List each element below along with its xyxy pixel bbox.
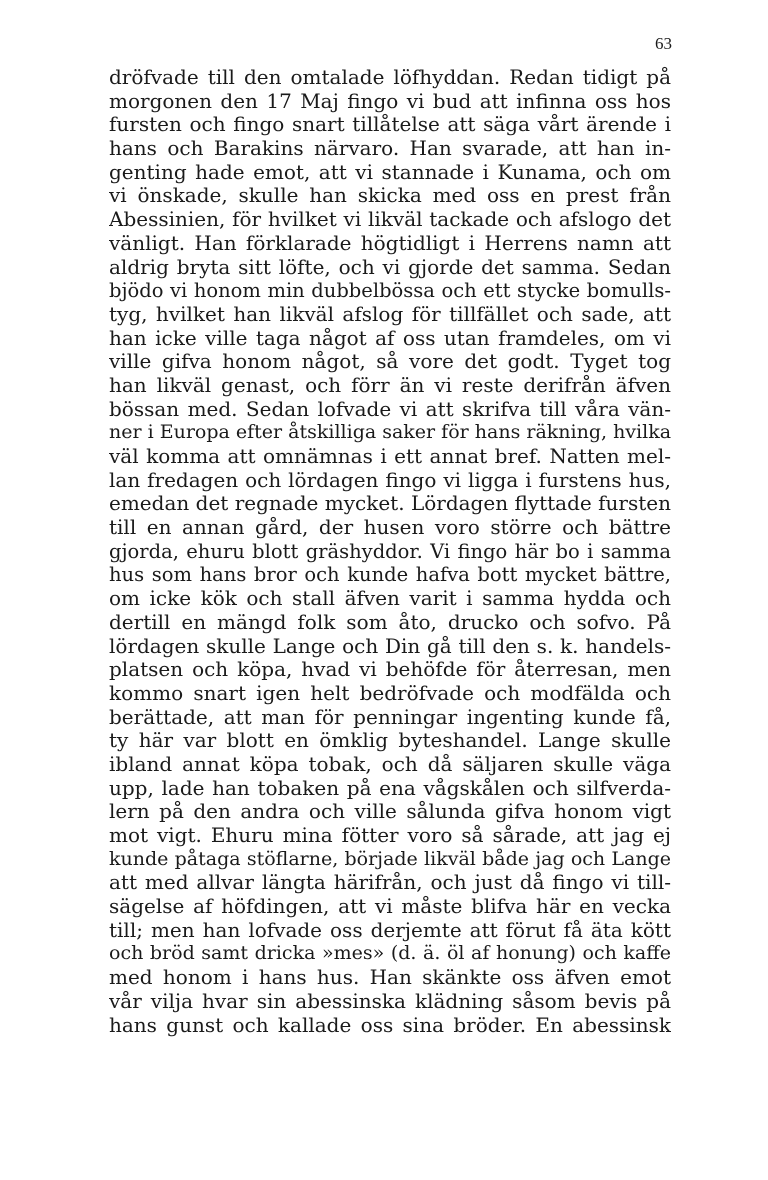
text-line: tyg, hvilket han likväl afslog för tillfället och sade, att <box>109 302 671 326</box>
text-line: hans och Barakins närvaro. Han svarade, att han in- <box>109 137 671 161</box>
text-line: vår vilja hvar sin abessinska klädning såsom bevis på <box>109 989 671 1013</box>
page-number: 63 <box>655 34 672 53</box>
text-line: lan fredagen och lördagen fingo vi ligga i furstens hus, <box>109 468 671 492</box>
text-line: kommo snart igen helt bedröfvade och modfälda och <box>109 681 671 705</box>
text-line: bjödo vi honom min dubbelbössa och ett stycke bomulls- <box>109 279 671 303</box>
text-line: morgonen den 17 Maj fingo vi bud att infinna oss hos <box>109 89 671 113</box>
text-line: hus som hans bror och kunde hafva bott mycket bättre, <box>109 563 671 587</box>
text-line: väl komma att omnämnas i ett annat bref. Natten mel- <box>109 445 671 468</box>
text-line: Abessinien, för hvilket vi likväl tackade och afslogo det <box>109 208 671 232</box>
text-line: vi önskade, skulle han skicka med oss en prest från <box>109 184 671 208</box>
text-line: och bröd samt dricka »mes» (d. ä. öl af honung) och kaffe <box>109 942 671 965</box>
text-line: om icke kök och stall äfven varit i samma hydda och <box>109 587 671 611</box>
text-line: till; men han lofvade oss derjemte att förut få äta kött <box>109 918 671 942</box>
text-line: lördagen skulle Lange och Din gå till den s. k. handels- <box>109 634 671 658</box>
text-line: vänligt. Han förklarade högtidligt i Herrens namn att <box>109 231 671 255</box>
text-line: ner i Europa efter åtskilliga saker för hans räkning, hvilka <box>109 421 671 444</box>
text-line: genting hade emot, att vi stannade i Kunama, och om <box>109 160 671 184</box>
text-line: aldrig bryta sitt löfte, och vi gjorde det samma. Sedan <box>109 255 671 279</box>
text-line: upp, lade han tobaken på ena vågskålen och silfverda- <box>109 776 671 800</box>
text-line: bössan med. Sedan lofvade vi att skrifva till våra vän- <box>109 397 671 421</box>
text-line: ty här var blott en ömklig byteshandel. Lange skulle <box>109 729 671 753</box>
text-line: berättade, att man för penningar ingenting kunde få, <box>109 705 671 729</box>
text-line: dröfvade till den omtalade löfhyddan. Redan tidigt på <box>109 66 671 89</box>
text-line: med honom i hans hus. Han skänkte oss äfven emot <box>109 966 671 990</box>
text-line: han likväl genast, och förr än vi reste derifrån äfven <box>109 373 671 397</box>
body-text <box>109 66 671 1037</box>
text-line: kunde påtaga stöflarne, började likväl både jag och Lange <box>109 847 671 870</box>
text-line: lern på den andra och ville sålunda gifva honom vigt <box>109 800 671 824</box>
text-line: mot vigt. Ehuru mina fötter voro så sårade, att jag ej <box>109 824 671 847</box>
text-line: emedan det regnade mycket. Lördagen flyttade fursten <box>109 492 671 516</box>
text-line: han icke ville taga något af oss utan framdeles, om vi <box>109 326 671 350</box>
text-line: fursten och fingo snart tillåtelse att säga vårt ärende i <box>109 113 671 137</box>
text-line: till en annan gård, der husen voro större och bättre <box>109 516 671 540</box>
text-line: platsen och köpa, hvad vi behöfde för återresan, men <box>109 658 671 682</box>
text-line: ibland annat köpa tobak, och då säljaren skulle väga <box>109 752 671 776</box>
text-line: dertill en mängd folk som åto, drucko och sofvo. På <box>109 610 671 634</box>
text-line: gjorda, ehuru blott gräshyddor. Vi fingo här bo i samma <box>109 539 671 563</box>
text-line: ville gifva honom något, så vore det godt. Tyget tog <box>109 350 671 374</box>
text-line: hans gunst och kallade oss sina bröder. En abessinsk <box>109 1013 671 1037</box>
text-line: att med allvar längta härifrån, och just då fingo vi till- <box>109 871 671 895</box>
text-line: sägelse af höfdingen, att vi måste blifva här en vecka <box>109 895 671 919</box>
